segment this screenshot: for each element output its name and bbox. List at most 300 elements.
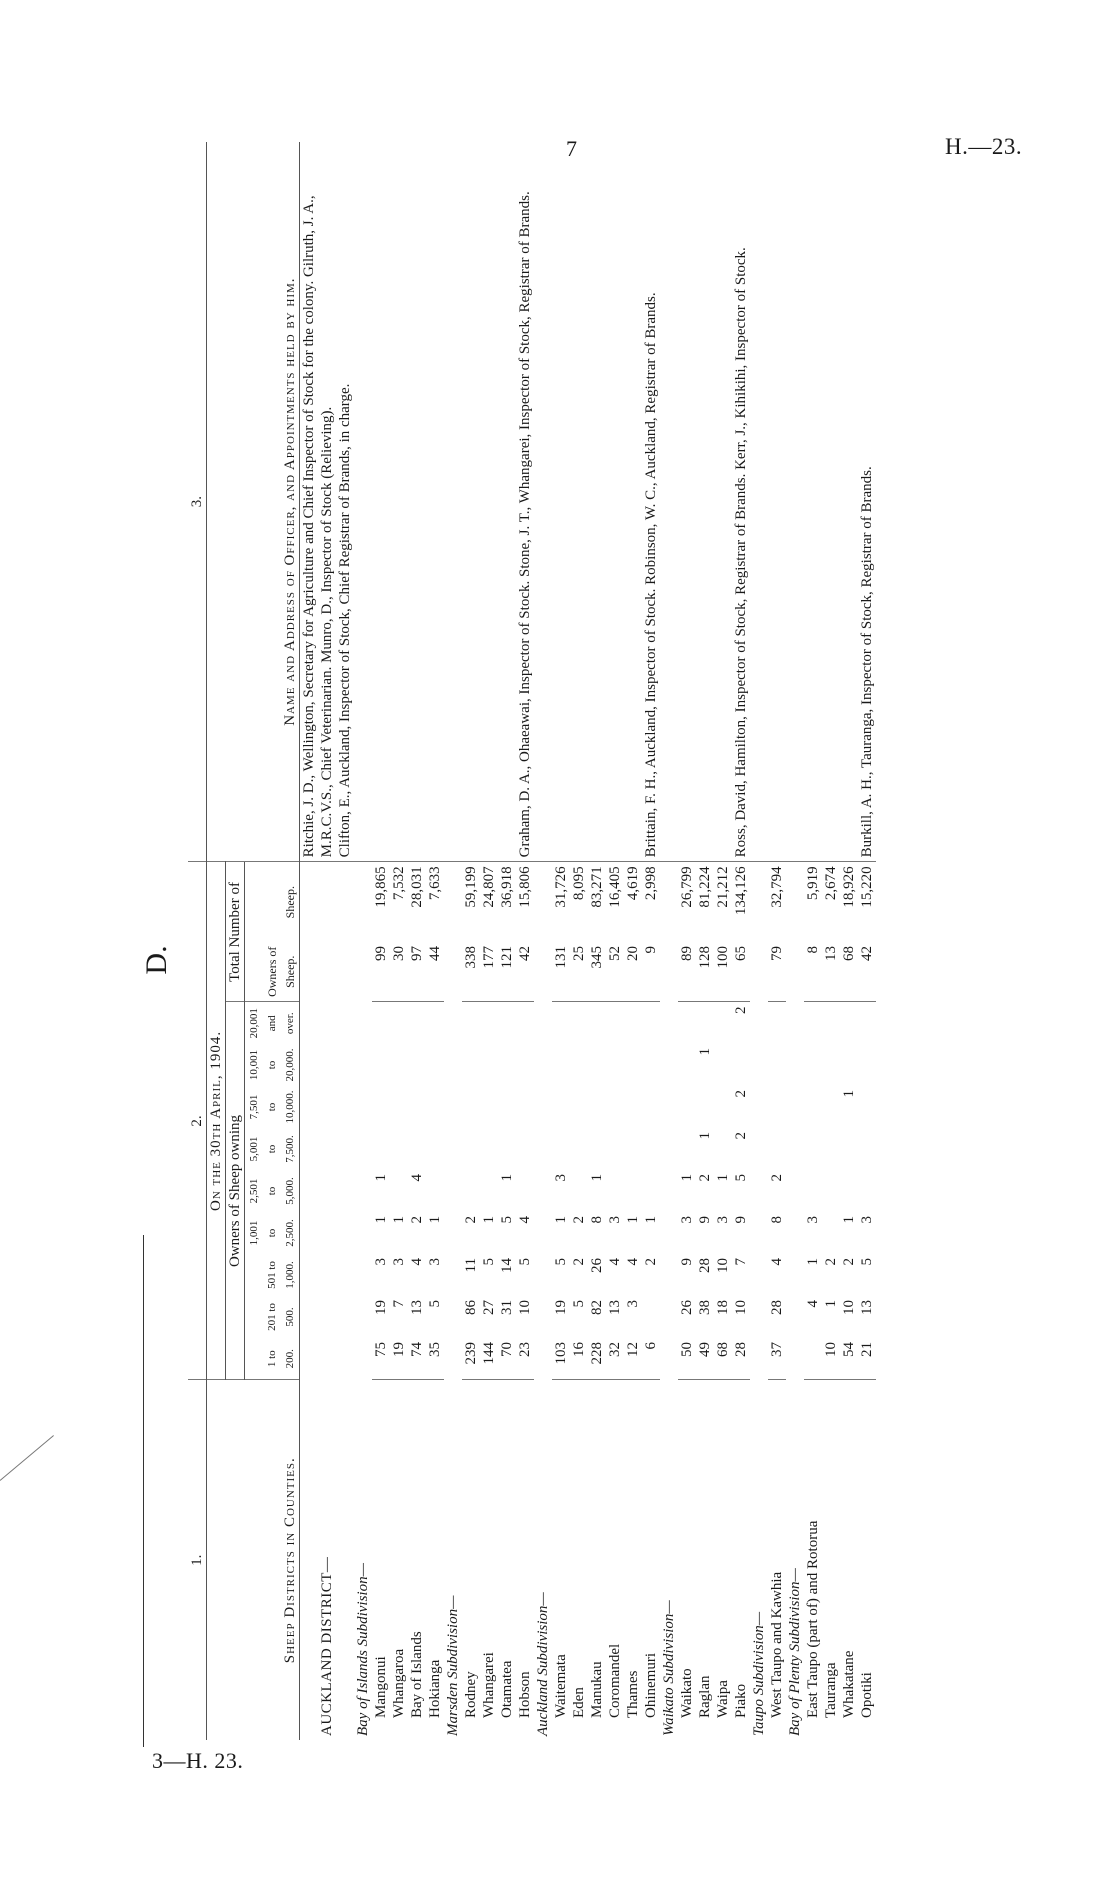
owners-count-cell	[498, 1128, 516, 1170]
owners-count-cell	[570, 1002, 588, 1044]
county-name: Hobson	[517, 1671, 533, 1718]
owners-count-cell: 13	[409, 1300, 425, 1315]
owners-count-cell: 1	[391, 1216, 407, 1224]
total-owners-cell: 131	[552, 942, 570, 1002]
owners-label: Owners of Sheep.	[245, 942, 300, 1002]
owners-count-cell: 50	[678, 1338, 696, 1380]
owners-count-cell	[840, 1170, 858, 1212]
range-5: 2,501 to 5,000.	[245, 1170, 300, 1212]
owners-count-cell	[714, 1044, 732, 1086]
owners-count-cell: 3	[679, 1216, 695, 1224]
owners-count-cell: 23	[516, 1338, 534, 1380]
owners-count-cell	[768, 1044, 786, 1086]
owners-count-cell	[372, 1044, 390, 1086]
owners-count-cell	[642, 1086, 660, 1128]
owners-count-cell	[858, 1002, 876, 1044]
owners-count-cell: 1	[373, 1216, 389, 1224]
owners-count-cell	[498, 1086, 516, 1128]
total-owners-cell: 30	[390, 942, 408, 1002]
total-sheep-cell: 83,271	[589, 866, 605, 908]
owners-count-cell: 103	[552, 1338, 570, 1380]
total-owners-cell: 79	[768, 942, 786, 1002]
owners-count-cell: 3	[391, 1258, 407, 1266]
owners-count-cell	[390, 1002, 408, 1044]
owners-count-cell: 11	[463, 1258, 479, 1273]
owners-count-cell: 2	[841, 1258, 857, 1266]
total-sheep-cell: 134,126	[733, 866, 749, 916]
owners-count-cell	[426, 1002, 444, 1044]
owners-count-cell: 10	[517, 1300, 533, 1315]
owners-count-cell	[804, 1044, 822, 1086]
total-sheep-cell: 18,926	[841, 866, 857, 908]
total-owners-cell: 128	[696, 942, 714, 1002]
subdivision-row	[750, 142, 768, 1740]
owners-count-cell	[552, 1128, 570, 1170]
rotated-table-region	[140, 180, 1000, 1740]
col3-title: Name and Address of Officer, and Appointments held by him.	[207, 142, 300, 862]
county-name: Tauranga	[823, 1662, 839, 1718]
owners-count-cell: 9	[697, 1216, 713, 1224]
owners-count-cell	[858, 1170, 876, 1212]
owners-count-cell	[480, 1002, 498, 1044]
total-sheep-cell: 24,807	[481, 866, 497, 908]
total-owners-cell: 121	[498, 942, 516, 1002]
owners-count-cell	[732, 1044, 750, 1086]
county-name: Rodney	[463, 1671, 479, 1718]
subdivision-officer	[354, 142, 444, 862]
owners-count-cell: 3	[553, 1174, 569, 1182]
owners-count-cell: 239	[462, 1338, 480, 1380]
owners-count-cell: 13	[859, 1300, 875, 1315]
owners-count-cell: 2	[697, 1174, 713, 1182]
subdivision-officer: Brittain, F. H., Auckland, Inspector of Stock. Robinson, W. C., Auckland, Registrar of Brands.	[534, 142, 660, 862]
owners-count-cell: 37	[768, 1338, 786, 1380]
owners-count-cell: 5	[571, 1300, 587, 1308]
owners-count-cell: 6	[642, 1338, 660, 1380]
range-2: 201 to 500.	[245, 1296, 300, 1338]
owners-count-cell	[390, 1044, 408, 1086]
owners-count-cell	[516, 1170, 534, 1212]
subdivision-name: Marsden Subdivision—	[445, 1595, 461, 1736]
owners-count-cell: 68	[714, 1338, 732, 1380]
owners-count-cell: 5	[859, 1258, 875, 1266]
owners-count-cell: 1	[553, 1216, 569, 1224]
owners-count-cell	[768, 1086, 786, 1128]
county-name: Manukau	[589, 1661, 605, 1718]
owners-count-cell: 2	[571, 1258, 587, 1266]
owners-count-cell	[714, 1002, 732, 1044]
owners-count-cell	[696, 1002, 714, 1044]
total-sheep-cell: 15,220	[859, 866, 875, 908]
owners-count-cell	[552, 1044, 570, 1086]
owners-count-cell: 26	[679, 1300, 695, 1315]
owners-count-cell: 14	[499, 1258, 515, 1273]
owners-count-cell	[624, 1086, 642, 1128]
subdivision-name: Waikato Subdivision—	[661, 1600, 677, 1736]
subdivision-name: Auckland Subdivision—	[535, 1592, 551, 1736]
owners-count-cell: 5	[733, 1174, 749, 1182]
page-number: 7	[566, 136, 577, 161]
owners-count-cell: 27	[481, 1300, 497, 1315]
owners-count-cell	[588, 1044, 606, 1086]
owners-count-cell: 2	[409, 1216, 425, 1224]
owners-count-cell	[804, 1002, 822, 1044]
subdivision-row	[786, 142, 804, 1740]
total-owners-cell: 100	[714, 942, 732, 1002]
owners-count-cell: 19	[390, 1338, 408, 1380]
appendix-letter: D.	[140, 945, 173, 975]
county-name: Whangaroa	[391, 1648, 407, 1718]
total-sheep-cell: 36,918	[499, 866, 515, 908]
owners-count-cell	[426, 1128, 444, 1170]
owners-count-cell	[858, 1044, 876, 1086]
owners-count-cell	[714, 1128, 732, 1170]
officer-district: Clifton, E., Auckland, Inspector of Stock, Chief Registrar of Brands, in charge.	[336, 142, 354, 862]
owners-count-cell	[480, 1170, 498, 1212]
owners-count-cell	[426, 1086, 444, 1128]
owners-count-cell: 3	[427, 1258, 443, 1266]
footer-code: 3—H. 23.	[152, 1748, 244, 1773]
county-name: Whakatane	[841, 1650, 857, 1718]
owners-count-cell	[804, 1338, 822, 1380]
subdivision-row	[660, 142, 678, 1740]
owners-count-cell: 12	[624, 1338, 642, 1380]
owners-count-cell	[462, 1002, 480, 1044]
owners-count-cell: 228	[588, 1338, 606, 1380]
owners-count-cell: 10	[715, 1258, 731, 1273]
range-8: 10,001 to 20,000.	[245, 1044, 300, 1086]
owners-count-cell: 7	[733, 1258, 749, 1266]
owners-count-cell: 2	[733, 1132, 749, 1140]
owners-count-cell	[390, 1170, 408, 1212]
owners-count-cell: 16	[570, 1338, 588, 1380]
table-body	[300, 142, 877, 1740]
owners-count-cell	[678, 1002, 696, 1044]
owners-count-cell	[678, 1086, 696, 1128]
owners-count-cell	[822, 1128, 840, 1170]
total-owners-cell: 52	[606, 942, 624, 1002]
owners-count-cell	[498, 1044, 516, 1086]
county-name: Opotiki	[859, 1672, 875, 1718]
owners-count-cell	[678, 1128, 696, 1170]
owners-count-cell	[408, 1002, 426, 1044]
owners-count-cell: 19	[373, 1300, 389, 1315]
owners-count-cell: 1	[715, 1174, 731, 1182]
owners-count-cell: 9	[733, 1216, 749, 1224]
total-owners-cell: 177	[480, 942, 498, 1002]
owners-count-cell	[372, 1086, 390, 1128]
owners-count-cell	[372, 1128, 390, 1170]
total-sheep-cell: 8,095	[571, 866, 587, 901]
owners-count-cell: 1	[625, 1216, 641, 1224]
county-name: Bay of Islands	[409, 1631, 425, 1718]
owners-count-cell	[606, 1128, 624, 1170]
owners-count-cell: 1	[373, 1174, 389, 1182]
owners-count-cell	[588, 1128, 606, 1170]
total-sheep-cell: 31,726	[553, 866, 569, 908]
subdivision-officer: Graham, D. A., Ohaeawai, Inspector of Stock. Stone, J. T., Whangarei, Inspector of Stock, Registrar of Brands.	[444, 142, 534, 862]
owners-count-cell	[822, 1086, 840, 1128]
owners-count-cell: 35	[426, 1338, 444, 1380]
owners-count-cell	[480, 1044, 498, 1086]
county-name: West Taupo and Kawhia	[769, 1571, 785, 1718]
owners-count-cell: 31	[499, 1300, 515, 1315]
owners-count-cell	[588, 1002, 606, 1044]
owners-count-cell: 1	[679, 1174, 695, 1182]
owners-count-cell: 4	[769, 1258, 785, 1266]
owners-count-cell: 28	[697, 1258, 713, 1273]
owners-count-cell	[588, 1086, 606, 1128]
total-sheep-cell: 19,865	[373, 866, 389, 908]
owners-count-cell: 3	[805, 1216, 821, 1224]
owners-count-cell	[426, 1170, 444, 1212]
county-name: Whangarei	[481, 1652, 497, 1718]
owners-count-cell: 10	[733, 1300, 749, 1315]
total-sheep-cell: 81,224	[697, 866, 713, 908]
range-9: 20,001 and over.	[245, 1002, 300, 1044]
owners-count-cell: 1	[841, 1090, 857, 1098]
subdivision-officer	[750, 142, 786, 862]
owners-count-cell	[462, 1128, 480, 1170]
county-name: Raglan	[697, 1675, 713, 1718]
owners-count-cell: 5	[427, 1300, 443, 1308]
owners-count-cell: 4	[517, 1216, 533, 1224]
total-owners-cell: 20	[624, 942, 642, 1002]
total-sheep-cell: 59,199	[463, 866, 479, 908]
range-4: 1,001 to 2,500.	[245, 1212, 300, 1254]
total-owners-cell: 68	[840, 942, 858, 1002]
owners-count-cell	[606, 1044, 624, 1086]
owners-count-cell: 1	[697, 1048, 713, 1056]
total-sheep-cell: 28,031	[409, 866, 425, 908]
owners-count-cell: 144	[480, 1338, 498, 1380]
owners-count-cell	[516, 1044, 534, 1086]
owners-count-cell: 28	[769, 1300, 785, 1315]
county-name: Otamatea	[499, 1660, 515, 1718]
owners-count-cell: 21	[858, 1338, 876, 1380]
owners-count-cell	[642, 1044, 660, 1086]
owners-count-cell: 1	[823, 1300, 839, 1308]
total-sheep-cell: 2,674	[823, 866, 839, 901]
owners-count-cell: 4	[805, 1300, 821, 1308]
range-6: 5,001 to 7,500.	[245, 1128, 300, 1170]
owners-count-cell	[390, 1086, 408, 1128]
owners-group-header: Owners of Sheep owning	[226, 1002, 245, 1380]
owners-count-cell	[822, 1002, 840, 1044]
owners-count-cell	[858, 1128, 876, 1170]
total-sheep-cell: 21,212	[715, 866, 731, 908]
county-name: Thames	[625, 1670, 641, 1718]
owners-count-cell: 2	[463, 1216, 479, 1224]
owners-count-cell	[624, 1044, 642, 1086]
subdivision-name: Taupo Subdivision—	[751, 1611, 767, 1736]
owners-count-cell	[642, 1002, 660, 1044]
owners-count-cell	[678, 1044, 696, 1086]
owners-count-cell	[822, 1212, 840, 1254]
owners-count-cell: 38	[697, 1300, 713, 1315]
total-owners-cell: 25	[570, 942, 588, 1002]
owners-count-cell	[822, 1044, 840, 1086]
owners-count-cell	[606, 1086, 624, 1128]
owners-count-cell: 5	[553, 1258, 569, 1266]
total-sheep-cell: 15,806	[517, 866, 533, 908]
owners-count-cell: 49	[696, 1338, 714, 1380]
owners-count-cell: 1	[841, 1216, 857, 1224]
county-name: Piako	[733, 1683, 749, 1718]
county-name: Eden	[571, 1687, 587, 1718]
owners-count-cell	[696, 1086, 714, 1128]
owners-count-cell	[570, 1086, 588, 1128]
total-sheep-cell: 26,799	[679, 866, 695, 908]
subdivision-officer: Ross, David, Hamilton, Inspector of Stock, Registrar of Brands. Kerr, J., Kihikihi, Inspector of Stock.	[660, 142, 750, 862]
total-owners-cell: 99	[372, 942, 390, 1002]
owners-count-cell: 3	[859, 1216, 875, 1224]
subdivision-name: Bay of Plenty Subdivision—	[787, 1568, 803, 1736]
total-owners-cell: 338	[462, 942, 480, 1002]
owners-count-cell: 3	[607, 1216, 623, 1224]
owners-count-cell	[570, 1170, 588, 1212]
subdivision-row	[444, 142, 462, 1740]
subdivision-officer: Burkill, A. H., Tauranga, Inspector of Stock, Registrar of Brands.	[786, 142, 876, 862]
owners-count-cell	[570, 1128, 588, 1170]
range-7: 7,501 to 10,000.	[245, 1086, 300, 1128]
col3-number: 3.	[188, 142, 207, 862]
owners-count-cell	[840, 1128, 858, 1170]
total-sheep-cell: 7,633	[427, 866, 443, 901]
owners-count-cell: 3	[373, 1258, 389, 1266]
owners-count-cell: 1	[589, 1174, 605, 1182]
owners-count-cell	[840, 1002, 858, 1044]
owners-count-cell	[768, 1002, 786, 1044]
owners-count-cell	[624, 1128, 642, 1170]
owners-count-cell	[714, 1086, 732, 1128]
total-owners-cell: 65	[732, 942, 750, 1002]
col2-title: On the 30th April, 1904.	[207, 862, 226, 1380]
owners-count-cell: 26	[589, 1258, 605, 1273]
col1-number: 1.	[188, 1380, 207, 1740]
owners-count-cell: 18	[715, 1300, 731, 1315]
scan-smudge	[0, 1435, 54, 1481]
county-name: Coromandel	[607, 1643, 623, 1718]
owners-count-cell: 75	[372, 1338, 390, 1380]
owners-count-cell	[390, 1128, 408, 1170]
owners-count-cell: 2	[733, 1006, 749, 1014]
owners-count-cell: 32	[606, 1338, 624, 1380]
county-name: Hokianga	[427, 1659, 443, 1718]
owners-count-cell: 2	[823, 1258, 839, 1266]
owners-count-cell: 86	[463, 1300, 479, 1315]
owners-count-cell	[462, 1170, 480, 1212]
total-owners-cell: 8	[804, 942, 822, 1002]
total-owners-cell: 44	[426, 942, 444, 1002]
owners-count-cell: 2	[733, 1090, 749, 1098]
owners-count-cell	[624, 1002, 642, 1044]
owners-count-cell	[768, 1128, 786, 1170]
county-name: Mangonui	[373, 1656, 389, 1718]
owners-count-cell: 9	[679, 1258, 695, 1266]
owners-count-cell: 3	[715, 1216, 731, 1224]
subdivision-name: Bay of Islands Subdivision—	[355, 1563, 371, 1736]
owners-count-cell	[804, 1086, 822, 1128]
total-owners-cell: 97	[408, 942, 426, 1002]
col1-title: Sheep Districts in Counties.	[207, 1380, 300, 1740]
owners-count-cell	[516, 1128, 534, 1170]
sheep-owners-table	[188, 142, 876, 1740]
county-name: Waitemata	[553, 1654, 569, 1718]
owners-count-cell	[516, 1002, 534, 1044]
total-owners-cell: 345	[588, 942, 606, 1002]
owners-count-cell	[426, 1044, 444, 1086]
county-name: Waikato	[679, 1668, 695, 1718]
owners-count-cell	[642, 1170, 660, 1212]
owners-count-cell	[498, 1002, 516, 1044]
total-sheep-cell: 2,998	[643, 866, 659, 901]
total-sheep-cell: 4,619	[625, 866, 641, 901]
owners-count-cell: 1	[499, 1174, 515, 1182]
range-3: 501 to 1,000.	[245, 1254, 300, 1296]
sheep-label: Sheep.	[245, 862, 300, 942]
owners-count-cell: 4	[409, 1174, 425, 1182]
total-group-header: Total Number of	[226, 862, 245, 1002]
owners-count-cell: 8	[589, 1216, 605, 1224]
owners-count-cell: 1	[643, 1216, 659, 1224]
owners-count-cell	[462, 1044, 480, 1086]
total-owners-cell: 9	[642, 942, 660, 1002]
owners-count-cell: 2	[571, 1216, 587, 1224]
total-sheep-cell: 32,794	[769, 866, 785, 908]
owners-count-cell	[480, 1128, 498, 1170]
owners-count-cell: 4	[409, 1258, 425, 1266]
owners-count-cell: 13	[607, 1300, 623, 1315]
owners-count-cell	[804, 1170, 822, 1212]
county-name: East Taupo (part of) and Rotorua	[805, 1520, 821, 1718]
owners-count-cell: 4	[625, 1258, 641, 1266]
subdivision-row	[534, 142, 552, 1740]
owners-count-cell: 10	[822, 1338, 840, 1380]
owners-count-cell: 5	[481, 1258, 497, 1266]
owners-count-cell: 7	[391, 1300, 407, 1308]
owners-count-cell: 1	[805, 1258, 821, 1266]
owners-count-cell	[552, 1086, 570, 1128]
district-name: AUCKLAND DISTRICT—	[319, 1556, 335, 1736]
owners-count-cell: 19	[553, 1300, 569, 1315]
owners-count-cell	[642, 1296, 660, 1338]
owners-count-cell	[462, 1086, 480, 1128]
owners-count-cell	[372, 1002, 390, 1044]
range-1: 1 to 200.	[245, 1338, 300, 1380]
owners-count-cell	[858, 1086, 876, 1128]
document-code: H.—23.	[945, 134, 1023, 159]
col2-number: 2.	[188, 862, 207, 1380]
owners-count-cell	[570, 1044, 588, 1086]
owners-count-cell	[552, 1002, 570, 1044]
owners-count-cell	[822, 1170, 840, 1212]
owners-count-cell	[624, 1170, 642, 1212]
owners-count-cell	[642, 1128, 660, 1170]
total-sheep-cell: 5,919	[805, 866, 821, 901]
total-sheep-cell: 16,405	[607, 866, 623, 908]
owners-count-cell	[408, 1044, 426, 1086]
owners-count-cell	[480, 1086, 498, 1128]
owners-count-cell: 1	[697, 1132, 713, 1140]
owners-count-cell: 1	[427, 1216, 443, 1224]
owners-count-cell: 28	[732, 1338, 750, 1380]
owners-count-cell: 4	[607, 1258, 623, 1266]
owners-count-cell: 2	[769, 1174, 785, 1182]
owners-count-cell	[606, 1170, 624, 1212]
county-name: Waipa	[715, 1680, 731, 1718]
owners-count-cell: 10	[841, 1300, 857, 1315]
